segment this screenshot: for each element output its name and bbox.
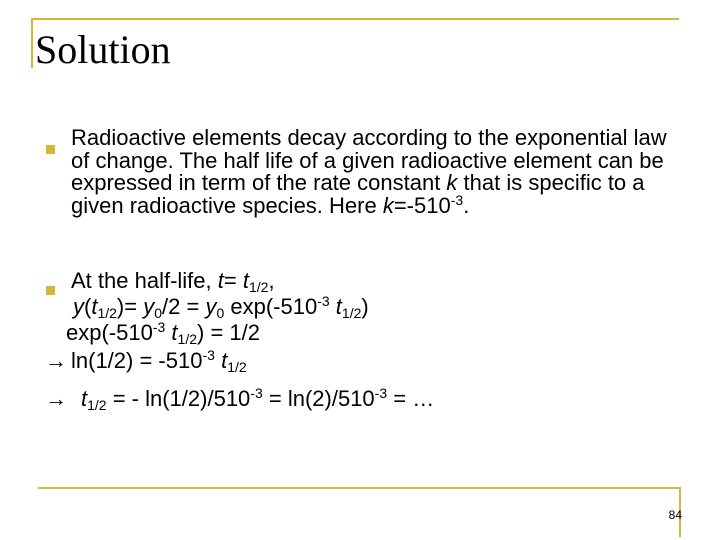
bottom-accent-rule xyxy=(38,487,681,489)
equation-line-2: $\exp(-510^{-3}$ $t_{1/2}) = 1/2$ xyxy=(66,319,260,347)
page-number: 84 xyxy=(668,508,682,522)
bullet-marker-1 xyxy=(46,145,55,154)
equation-line-3: → $\ln(1/2) = -510^{-3}$ $t_{1/2}$ xyxy=(45,347,247,375)
equation-line-4: → $t_{1/2}$ = - $\ln(1/2)/510^{-3} = \ln(2)/510^{-3}$ = … xyxy=(45,385,435,413)
bullet-marker-2 xyxy=(46,286,55,295)
right-arrow-icon: → xyxy=(45,348,67,373)
bullet-text-1: Radioactive elements decay according to the exponential law of change. The half life of a given radioactive element can be expressed in term of the rate constant k that is specific to a given radioactive species. Here $k=-510^{-3}$. xyxy=(71,125,667,218)
right-arrow-icon: → xyxy=(45,386,67,411)
left-accent-rule xyxy=(31,18,33,68)
top-accent-rule xyxy=(31,18,679,20)
bullet-text-2: At the half-life, $t= t_{1/2}$, xyxy=(71,268,275,295)
slide-title: Solution xyxy=(35,27,171,72)
equation-line-1: $y(t_{1/2})= y_0/2 = y_0$ $\exp(-510^{-3}$ $t_{1/2}$) xyxy=(73,293,369,321)
